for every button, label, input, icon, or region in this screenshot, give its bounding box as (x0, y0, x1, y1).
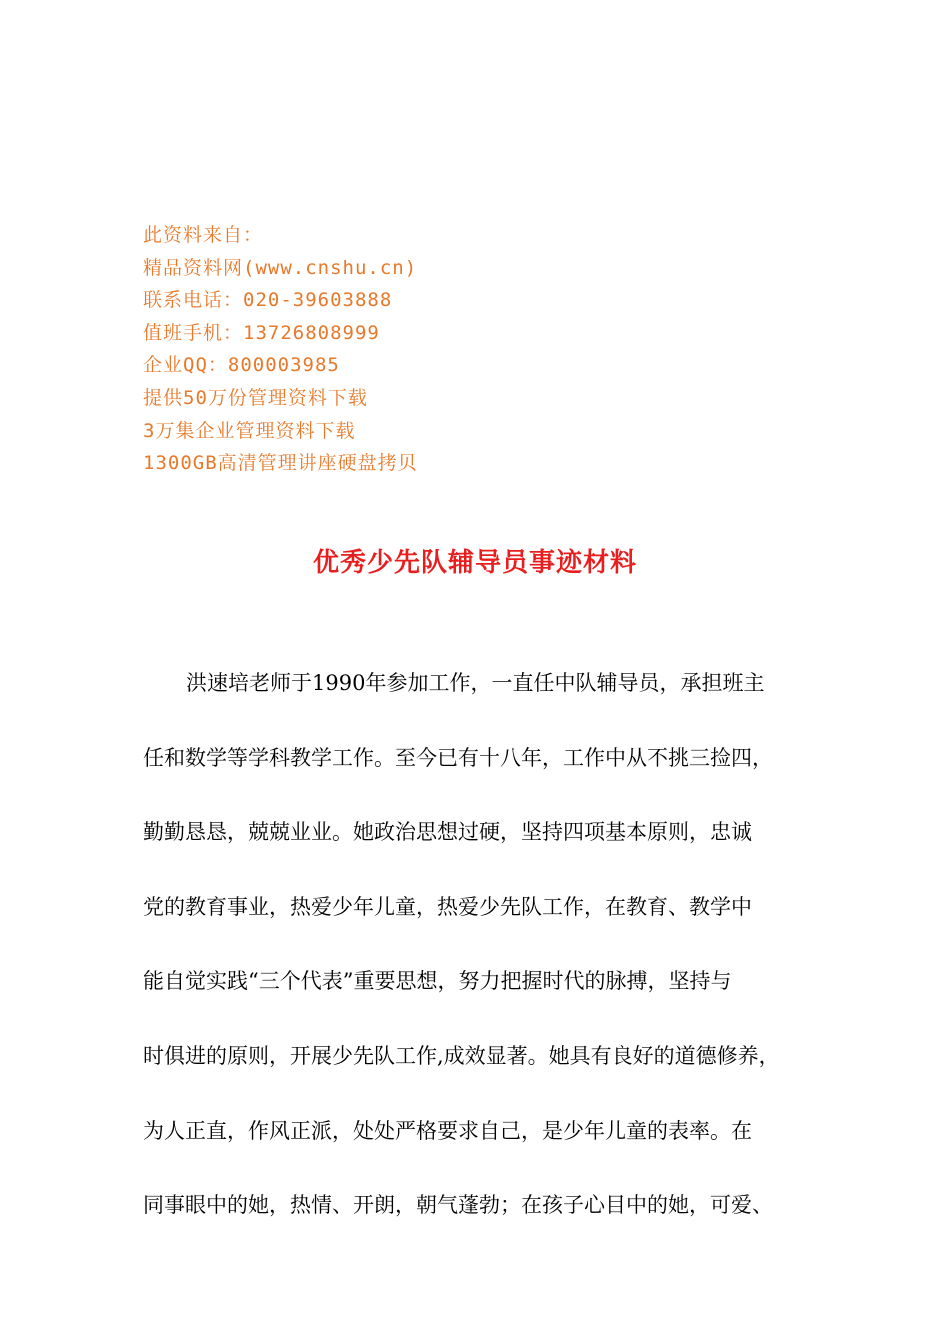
source-info-block (143, 219, 643, 480)
document-title: 优秀少先队辅导员事迹材料 (312, 548, 637, 578)
source-phone-line: 联系电话：020-39603888 (143, 289, 393, 312)
body-line: 勤勤恳恳，兢兢业业。她政治思想过硬，坚持四项基本原则，忠诚 (143, 820, 752, 845)
source-lecture-line: 1300GB高清管理讲座硬盘拷贝 (143, 452, 418, 475)
body-line: 党的教育事业，热爱少年儿童，热爱少先队工作，在教育、教学中 (143, 894, 752, 919)
source-mobile-line: 值班手机：13726808999 (143, 321, 380, 344)
body-line: 洪速培老师于1990年参加工作，一直任中队辅导员，承担班主 (186, 671, 765, 695)
source-offer-line: 提供50万份管理资料下载 (143, 386, 368, 409)
body-line: 为人正直，作风正派，处处严格要求自己，是少年儿童的表率。在 (143, 1118, 752, 1143)
body-line: 能自觉实践“三个代表”重要思想，努力把握时代的脉搏，坚持与 (143, 969, 732, 994)
body-line: 同事眼中的她，热情、开朗，朝气蓬勃；在孩子心目中的她，可爱、 (143, 1193, 773, 1218)
source-qq-line: 企业QQ：800003985 (143, 354, 340, 377)
source-video-line: 3万集企业管理资料下载 (143, 419, 356, 442)
body-line: 时俱进的原则，开展少先队工作,成效显著。她具有良好的道德修养， (143, 1043, 780, 1068)
document-body (143, 646, 813, 1243)
source-intro-line: 此资料来自： (143, 224, 264, 246)
body-line: 任和数学等学科教学工作。至今已有十八年，工作中从不挑三捡四， (143, 745, 773, 770)
source-website-line: 精品资料网(www.cnshu.cn) (143, 256, 418, 279)
